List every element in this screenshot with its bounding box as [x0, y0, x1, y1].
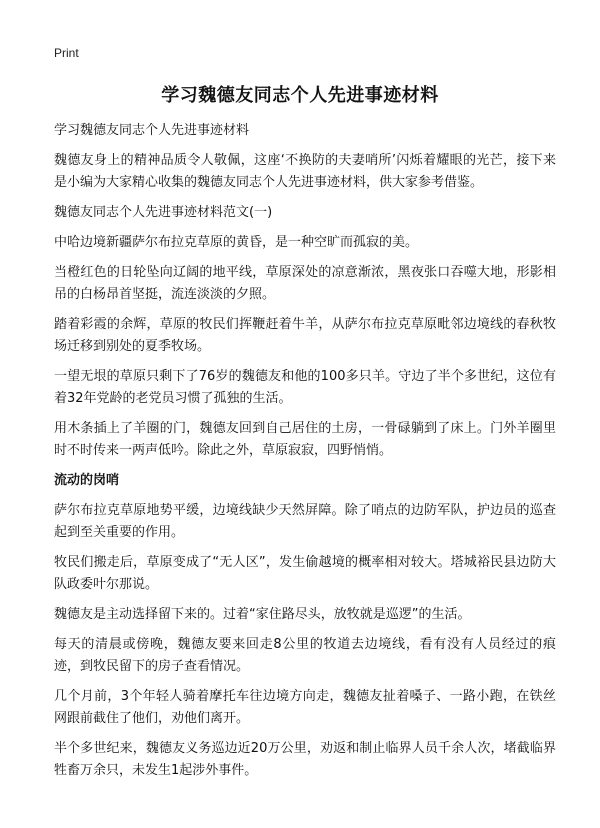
paragraph: 一望无垠的草原只剩下了76岁的魏德友和他的100多只羊。守边了半个多世纪，这位有着32年党龄的老党员习惯了孤独的生活。 — [54, 369, 556, 406]
article-body — [54, 120, 556, 790]
paragraph: 萨尔布拉克草原地势平缓，边境线缺少天然屏障。除了哨点的边防军队，护边员的巡查起到至关重要的作用。 — [54, 503, 556, 540]
paragraph: 踏着彩霞的余辉，草原的牧民们挥鞭赶着牛羊，从萨尔布拉克草原毗邻边境线的春秋牧场迁移到别处的夏季牧场。 — [54, 317, 556, 354]
sample-label: 魏德友同志个人先进事迹材料范文(一) — [54, 205, 273, 220]
page-title: 学习魏德友同志个人先进事迹材料 — [161, 85, 439, 106]
article-subtitle: 学习魏德友同志个人先进事迹材料 — [54, 123, 250, 138]
print-link[interactable]: Print — [54, 46, 79, 60]
paragraph: 魏德友是主动选择留下来的。过着“家住路尽头，放牧就是巡逻”的生活。 — [54, 607, 471, 622]
paragraph: 用木条插上了羊圈的门，魏德友回到自己居住的土房，一骨碌躺到了床上。门外羊圈里时不时传来一两声低吟。除此之外，草原寂寂，四野悄悄。 — [54, 421, 556, 458]
intro-paragraph: 魏德友身上的精神品质令人敬佩，这座‘不换防的夫妻哨所’闪烁着耀眼的光芒，接下来是小编为大家精心收集的魏德友同志个人先进事迹材料，供大家参考借鉴。 — [54, 153, 556, 190]
paragraph: 牧民们搬走后，草原变成了“无人区”，发生偷越境的概率相对较大。塔城裕民县边防大队政委叶尔那说。 — [54, 555, 556, 592]
paragraph: 每天的清晨或傍晚，魏德友要来回走8公里的牧道去边境线，看有没有人员经过的痕迹，到牧民留下的房子查看情况。 — [54, 637, 556, 674]
paragraph: 当橙红色的日轮坠向辽阔的地平线，草原深处的凉意渐浓，黑夜张口吞噬大地，形影相吊的白杨昂首坚挺，流连淡淡的夕照。 — [54, 265, 556, 302]
paragraph: 中哈边境新疆萨尔布拉克草原的黄昏，是一种空旷而孤寂的美。 — [54, 235, 419, 250]
paragraph: 半个多世纪来，魏德友义务巡边近20万公里，劝返和制止临界人员千余人次，堵截临界牲畜万余只，未发生1起涉外事件。 — [54, 741, 556, 778]
paragraph: 几个月前，3个年轻人骑着摩托车往边境方向走，魏德友扯着嗓子、一路小跑，在铁丝网跟前截住了他们，劝他们离开。 — [54, 689, 556, 726]
section-heading: 流动的岗哨 — [54, 473, 120, 488]
